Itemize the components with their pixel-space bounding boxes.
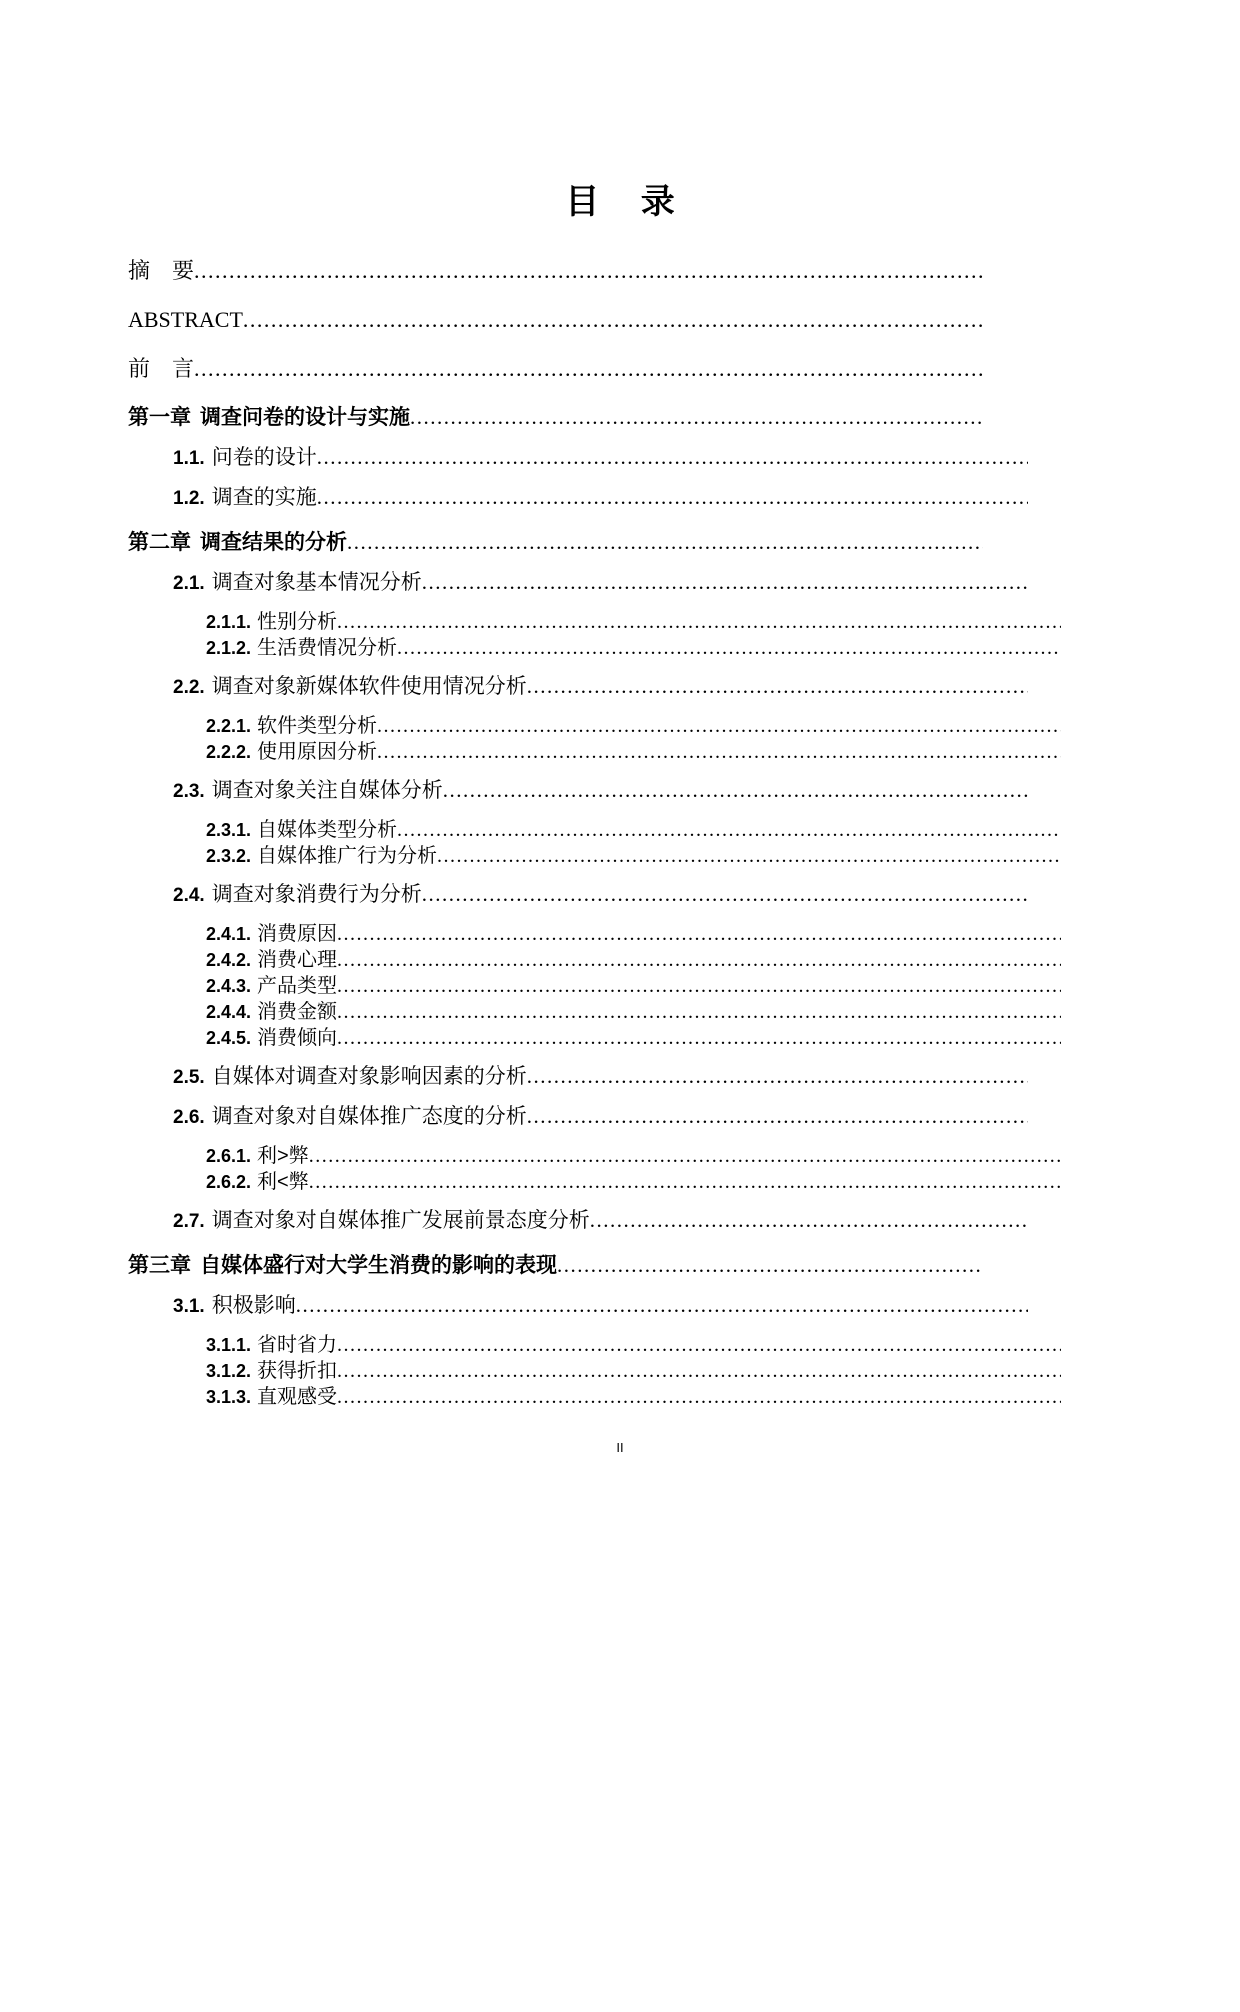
toc-entry-number: 2.6. — [173, 1107, 205, 1128]
toc-entry-number: 3.1. — [173, 1296, 205, 1317]
toc-entry-number: 2.4.5. — [206, 1028, 252, 1048]
toc-entry-number: 2.4.3. — [206, 976, 252, 996]
toc-entry-label: 问卷的设计 — [211, 446, 317, 469]
toc-entry-label: 性别分析 — [257, 611, 338, 633]
toc-entry-label: 生活费情况分析 — [257, 637, 398, 659]
toc-entry-number: 2.5. — [173, 1067, 205, 1088]
toc-entry-number: 2.2.1. — [206, 716, 252, 736]
toc-entry-label: 自媒体对调查对象影响因素的分析 — [211, 1065, 527, 1088]
toc-entry-number: 第一章 — [128, 406, 191, 429]
toc-entry-number: 第三章 — [128, 1254, 191, 1277]
toc-entry-number: 2.3.1. — [206, 820, 252, 840]
toc-entry-number: 2.3.2. — [206, 846, 252, 866]
toc-entry-number: 1.2. — [173, 488, 205, 509]
toc-entry-number: 2.2. — [173, 677, 205, 698]
toc-entry-number: 2.1.1. — [206, 612, 252, 632]
toc-entry-label: 软件类型分析 — [257, 715, 378, 737]
toc-entry-label: 调查结果的分析 — [200, 531, 347, 554]
toc-entry-label: 调查对象基本情况分析 — [211, 571, 422, 594]
toc-entry-label: 利<弊 — [257, 1171, 309, 1193]
toc-entry-label: 自媒体推广行为分析 — [257, 845, 438, 867]
toc-entry-number: 2.4.2. — [206, 950, 252, 970]
toc-entry-label: 消费心理 — [257, 949, 338, 971]
toc-entry-number: 第二章 — [128, 531, 191, 554]
toc-entry-number: 2.4. — [173, 885, 205, 906]
toc-entry-label: ABSTRACT — [128, 307, 243, 332]
footer-page-number: II — [616, 1440, 624, 1455]
toc-entry-label: 调查对象对自媒体推广发展前景态度分析 — [211, 1209, 590, 1232]
toc-entry-label: 省时省力 — [257, 1334, 338, 1356]
toc-entry-label: 调查对象关注自媒体分析 — [211, 779, 443, 802]
toc-entry-number: 1.1. — [173, 448, 205, 469]
toc-entry-label: 调查对象对自媒体推广态度的分析 — [211, 1105, 527, 1128]
toc-entry-number: 2.4.4. — [206, 1002, 252, 1022]
toc-entry-number: 2.6.1. — [206, 1146, 252, 1166]
toc-entry-number: 2.2.2. — [206, 742, 252, 762]
toc-entry-number: 3.1.3. — [206, 1387, 252, 1407]
toc-entry-number: 2.1.2. — [206, 638, 252, 658]
toc-entry-label: 调查对象消费行为分析 — [211, 883, 422, 906]
toc-entry-label: 消费金额 — [257, 1001, 338, 1023]
toc-entry-number: 2.6.2. — [206, 1172, 252, 1192]
page-title: 目 录 — [565, 183, 691, 221]
toc-entry-label: 积极影响 — [211, 1294, 296, 1317]
toc-entry-number: 2.4.1. — [206, 924, 252, 944]
toc-entry-number: 2.1. — [173, 573, 205, 594]
toc-entry-label: 利>弊 — [257, 1145, 309, 1167]
table-of-contents — [128, 258, 983, 1411]
toc-entry-number: 2.3. — [173, 781, 205, 802]
toc-entry-label: 消费倾向 — [257, 1027, 338, 1049]
toc-entry-label: 使用原因分析 — [257, 741, 378, 763]
toc-entry-label: 调查的实施 — [211, 486, 317, 509]
toc-entry-number: 2.7. — [173, 1211, 205, 1232]
toc-entry-label: 自媒体盛行对大学生消费的影响的表现 — [200, 1254, 557, 1277]
toc-entry-number: 3.1.1. — [206, 1335, 252, 1355]
toc-entry-label: 前 言 — [128, 356, 195, 381]
toc-entry-label: 获得折扣 — [257, 1360, 338, 1382]
toc-entry-label: 自媒体类型分析 — [257, 819, 398, 841]
toc-entry-number: 3.1.2. — [206, 1361, 252, 1381]
toc-entry-label: 调查对象新媒体软件使用情况分析 — [211, 675, 527, 698]
toc-entry-page-number — [128, 258, 1240, 2012]
toc-entry-label: 调查问卷的设计与实施 — [200, 406, 410, 429]
toc-entry[interactable] — [128, 1385, 1061, 1409]
toc-entry-label: 产品类型 — [257, 975, 338, 997]
toc-entry-label: 直观感受 — [257, 1386, 338, 1408]
toc-entry-label: 消费原因 — [257, 923, 338, 945]
toc-entry-label: 摘 要 — [128, 258, 195, 283]
